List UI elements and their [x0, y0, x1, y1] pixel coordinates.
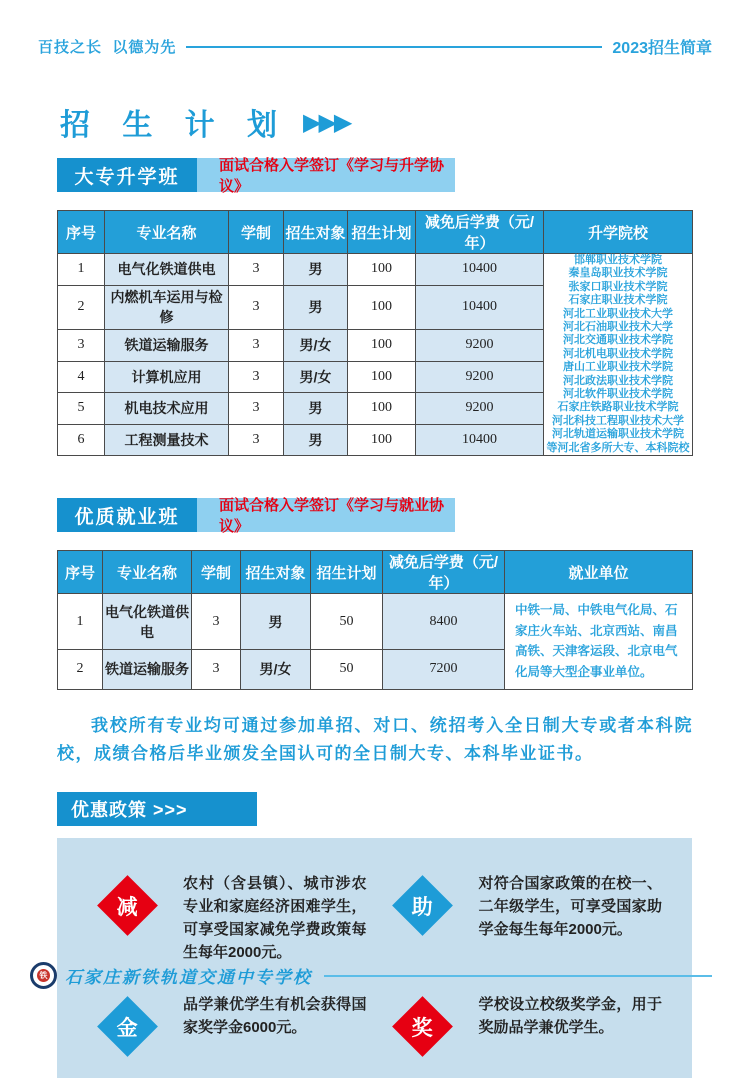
table-cell: 9200 [416, 393, 544, 425]
table-cell: 电气化铁道供电 [103, 594, 192, 650]
section-employment-header [57, 497, 455, 536]
table-row [58, 594, 693, 650]
policy-badge-diamond-icon [393, 997, 453, 1057]
policy-text: 学校设立校级奖学金，用于奖励品学兼优学生。 [478, 995, 662, 1036]
column-header: 就业单位 [505, 551, 693, 594]
page-title [60, 100, 750, 144]
policy-badge-label: 减 [116, 895, 138, 919]
college-name: 河北软件职业技术学院 [563, 388, 673, 401]
table-cell: 男 [284, 285, 348, 330]
employers-text: 中铁一局、中铁电气化局、石家庄火车站、北京西站、南昌高铁、天津客运段、北京电气化局等大型企事业单位。 [515, 603, 678, 679]
college-name: 石家庄铁路职业技术学院 [557, 401, 679, 414]
table-cell: 3 [229, 285, 284, 330]
table-cell: 3 [229, 254, 284, 286]
table-cell: 3 [229, 393, 284, 425]
header-divider [186, 46, 602, 48]
section-upgrade-header [57, 157, 455, 195]
table-cell: 50 [311, 650, 383, 690]
college-name: 等河北省多所大专、本科院校 [546, 441, 690, 454]
column-header: 升学院校 [544, 211, 693, 254]
college-name: 唐山工业职业技术学院 [563, 361, 673, 374]
column-header: 序号 [58, 551, 103, 594]
school-name: 石家庄新铁轨道交通中专学校 [65, 968, 312, 988]
column-header: 招生计划 [348, 211, 416, 254]
table-cell: 男 [284, 393, 348, 425]
college-name: 石家庄职业技术学院 [568, 294, 668, 307]
table-cell: 9200 [416, 361, 544, 393]
policy-badge-diamond-icon [393, 876, 453, 936]
policy-item [97, 872, 367, 965]
table-cell: 100 [348, 393, 416, 425]
college-name: 河北机电职业技术学院 [563, 347, 673, 360]
table-cell: 100 [348, 254, 416, 286]
policy-badge-label: 助 [412, 895, 433, 919]
table-cell: 3 [192, 650, 241, 690]
column-header: 招生对象 [284, 211, 348, 254]
column-header: 学制 [192, 551, 241, 594]
college-name: 河北交通职业技术学院 [563, 334, 673, 347]
table-cell: 男/女 [284, 330, 348, 362]
table-cell: 2 [58, 285, 105, 330]
table-cell: 3 [229, 361, 284, 393]
table-cell: 工程测量技术 [105, 424, 229, 456]
table-cell: 8400 [383, 594, 505, 650]
policy-text: 品学兼优学生有机会获得国家奖学金6000元。 [183, 995, 367, 1036]
college-name: 河北工业职业技术大学 [563, 307, 673, 320]
table-cell: 100 [348, 424, 416, 456]
table-cell: 3 [58, 330, 105, 362]
table-cell: 10400 [416, 254, 544, 286]
column-header: 减免后学费（元/年） [416, 211, 544, 254]
college-name: 河北石油职业技术大学 [563, 321, 673, 334]
table-cell: 男 [284, 424, 348, 456]
table-cell: 机电技术应用 [105, 393, 229, 425]
policy-section [0, 792, 750, 1078]
table-cell: 铁道运输服务 [105, 330, 229, 362]
table-cell: 3 [229, 330, 284, 362]
policy-item [393, 872, 663, 965]
table-cell: 计算机应用 [105, 361, 229, 393]
table-cell: 4 [58, 361, 105, 393]
table-cell: 9200 [416, 330, 544, 362]
policy-badge-diamond-icon [97, 876, 157, 936]
section-policy-tab: 优惠政策 >>> [57, 792, 257, 826]
school-logo-icon [30, 962, 57, 989]
table-cell: 50 [311, 594, 383, 650]
table-cell: 100 [348, 361, 416, 393]
policy-badge-label: 奖 [412, 1016, 433, 1040]
college-name: 河北科技工程职业技术大学 [552, 414, 684, 427]
section-employment-tab: 优质就业班 [57, 498, 197, 532]
brochure-edition: 2023招生简章 [612, 40, 712, 57]
column-header: 招生计划 [311, 551, 383, 594]
column-header: 序号 [58, 211, 105, 254]
table-header-row [58, 211, 693, 254]
page-header [0, 0, 750, 58]
college-name: 河北政法职业技术学院 [563, 374, 673, 387]
page-footer [30, 962, 712, 989]
table-cell: 10400 [416, 424, 544, 456]
table-cell: 男 [284, 254, 348, 286]
policy-text: 对符合国家政策的在校一、二年级学生，可享受国家助学金每生每年2000元。 [478, 874, 662, 939]
table-row [58, 254, 693, 286]
column-header: 专业名称 [105, 211, 229, 254]
table-cell: 3 [192, 594, 241, 650]
table-cell: 100 [348, 285, 416, 330]
page-title-text: 招 生 计 划 [60, 109, 290, 142]
column-header: 学制 [229, 211, 284, 254]
column-header: 减免后学费（元/年） [383, 551, 505, 594]
college-name: 秦皇岛职业技术学院 [568, 267, 668, 280]
table-cell: 铁道运输服务 [103, 650, 192, 690]
section-employment-subtitle: 面试合格入学签订《学习与就业协议》 [197, 498, 455, 532]
employment-plan-table [57, 550, 693, 690]
table-cell: 10400 [416, 285, 544, 330]
column-header: 招生对象 [241, 551, 311, 594]
table-cell: 2 [58, 650, 103, 690]
table-cell: 7200 [383, 650, 505, 690]
college-name: 邯郸职业技术学院 [574, 254, 662, 266]
table-cell: 1 [58, 594, 103, 650]
table-cell: 1 [58, 254, 105, 286]
school-logo-core: 铁 [37, 969, 50, 982]
table-cell: 6 [58, 424, 105, 456]
policy-item [393, 993, 663, 1057]
column-header: 专业名称 [103, 551, 192, 594]
table-cell: 100 [348, 330, 416, 362]
title-arrows-icon: ▶▶▶ [303, 108, 350, 136]
section-upgrade-tab: 大专升学班 [57, 158, 197, 192]
employers-cell [505, 594, 693, 690]
policy-text: 农村（含县镇）、城市涉农专业和家庭经济困难学生，可享受国家减免学费政策每生每年2000元。 [183, 874, 367, 962]
college-name: 张家口职业技术学院 [568, 280, 668, 293]
admission-note: 我校所有专业均可通过参加单招、对口、统招考入全日制大专或者本科院校，成绩合格后毕业颁发全国认可的全日制大专、本科毕业证书。 [57, 715, 693, 763]
footer-divider [324, 975, 712, 977]
school-slogan: 百技之长 以德为先 [38, 39, 177, 56]
table-header-row [58, 551, 693, 594]
section-upgrade-subtitle: 面试合格入学签订《学习与升学协议》 [197, 158, 455, 192]
table-cell: 男/女 [284, 361, 348, 393]
table-cell: 5 [58, 393, 105, 425]
table-cell: 电气化铁道供电 [105, 254, 229, 286]
college-name: 河北轨道运输职业技术学院 [552, 428, 684, 441]
table-cell: 男/女 [241, 650, 311, 690]
policy-badge-label: 金 [116, 1016, 138, 1040]
upgrade-plan-table [57, 210, 693, 456]
policy-item [97, 993, 367, 1057]
table-cell: 3 [229, 424, 284, 456]
policy-badge-diamond-icon [97, 997, 157, 1057]
college-list-cell [544, 254, 693, 456]
policy-box [57, 838, 692, 1078]
table-cell: 内燃机车运用与检修 [105, 285, 229, 330]
table-cell: 男 [241, 594, 311, 650]
